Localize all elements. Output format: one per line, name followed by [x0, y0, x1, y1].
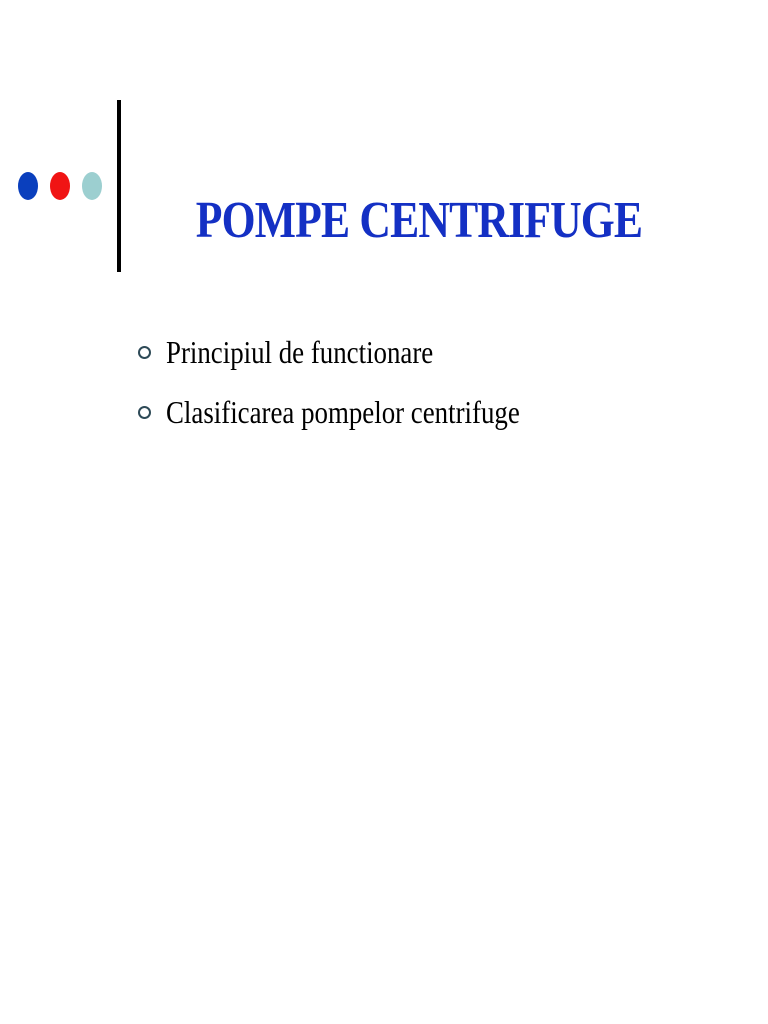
red-dot-decoration — [50, 172, 70, 200]
slide-title: POMPE CENTRIFUGE — [195, 191, 643, 249]
teal-dot-decoration — [82, 172, 102, 200]
blue-dot-decoration — [18, 172, 38, 200]
bullet-item — [138, 322, 587, 382]
hollow-circle-bullet-icon — [138, 406, 151, 419]
vertical-divider — [117, 100, 121, 272]
hollow-circle-bullet-icon — [138, 346, 151, 359]
bullet-text: Clasificarea pompelor centrifuge — [166, 393, 520, 430]
bullet-list — [138, 322, 587, 442]
bullet-text: Principiul de functionare — [166, 333, 434, 370]
bullet-item — [138, 382, 587, 442]
